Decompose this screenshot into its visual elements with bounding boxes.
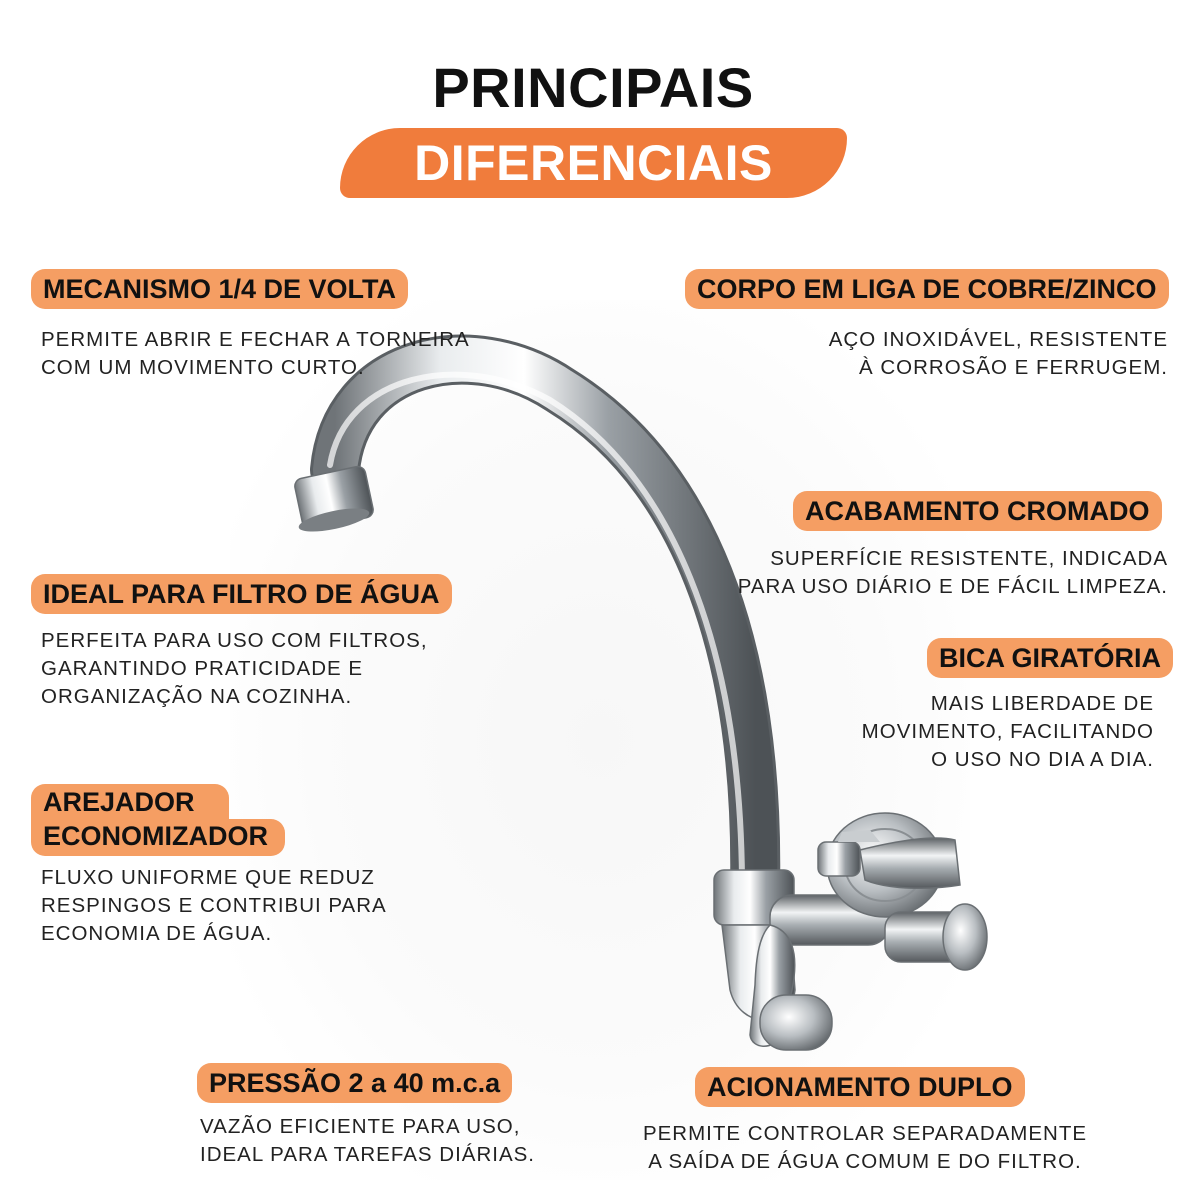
feature-desc-mecanismo: PERMITE ABRIR E FECHAR A TORNEIRA COM UM MOVIMENTO CURTO. [41, 328, 470, 379]
top-valve [818, 842, 860, 876]
aerator-icon [293, 465, 374, 536]
spout-pipe-shadow [335, 360, 755, 890]
front-valve-cap [760, 995, 832, 1050]
feature-badge-pressao: PRESSÃO 2 a 40 m.c.a [197, 1063, 512, 1103]
feature-badge-filtro: IDEAL PARA FILTRO DE ÁGUA [31, 574, 452, 614]
feature-badge-corpo: CORPO EM LIGA DE COBRE/ZINCO [685, 269, 1169, 309]
feature-desc-acabamento: SUPERFÍCIE RESISTENTE, INDICADA PARA USO DIÁRIO E DE FÁCIL LIMPEZA. [737, 547, 1168, 598]
spout-pipe [335, 360, 755, 890]
feature-desc-filtro: PERFEITA PARA USO COM FILTROS, GARANTINDO PRATICIDADE E ORGANIZAÇÃO NA COZINHA. [41, 629, 428, 708]
feature-badge-arejador-line1: AREJADOR [31, 784, 229, 819]
feature-desc-corpo: AÇO INOXIDÁVEL, RESISTENTE À CORROSÃO E FERRUGEM. [828, 328, 1168, 379]
feature-badge-acionamento: ACIONAMENTO DUPLO [695, 1067, 1025, 1107]
feature-desc-bica: MAIS LIBERDADE DE MOVIMENTO, FACILITANDO O USO NO DIA A DIA. [861, 692, 1154, 771]
feature-desc-acionamento: PERMITE CONTROLAR SEPARADAMENTE A SAÍDA DE ÁGUA COMUM E DO FILTRO. [642, 1122, 1088, 1173]
page-title: PRINCIPAIS [432, 56, 754, 119]
feature-badge-acabamento: ACABAMENTO CROMADO [793, 491, 1162, 531]
feature-badge-mecanismo: MECANISMO 1/4 DE VOLTA [31, 269, 408, 309]
feature-badge-arejador-line2: ECONOMIZADOR [31, 819, 285, 856]
feature-badge-bica: BICA GIRATÓRIA [927, 638, 1173, 678]
feature-desc-arejador: FLUXO UNIFORME QUE REDUZ RESPINGOS E CONTRIBUI PARA ECONOMIA DE ÁGUA. [41, 866, 387, 945]
page-subtitle: DIFERENCIAIS [414, 135, 773, 191]
feature-desc-pressao: VAZÃO EFICIENTE PARA USO, IDEAL PARA TAREFAS DIÁRIAS. [200, 1115, 535, 1166]
